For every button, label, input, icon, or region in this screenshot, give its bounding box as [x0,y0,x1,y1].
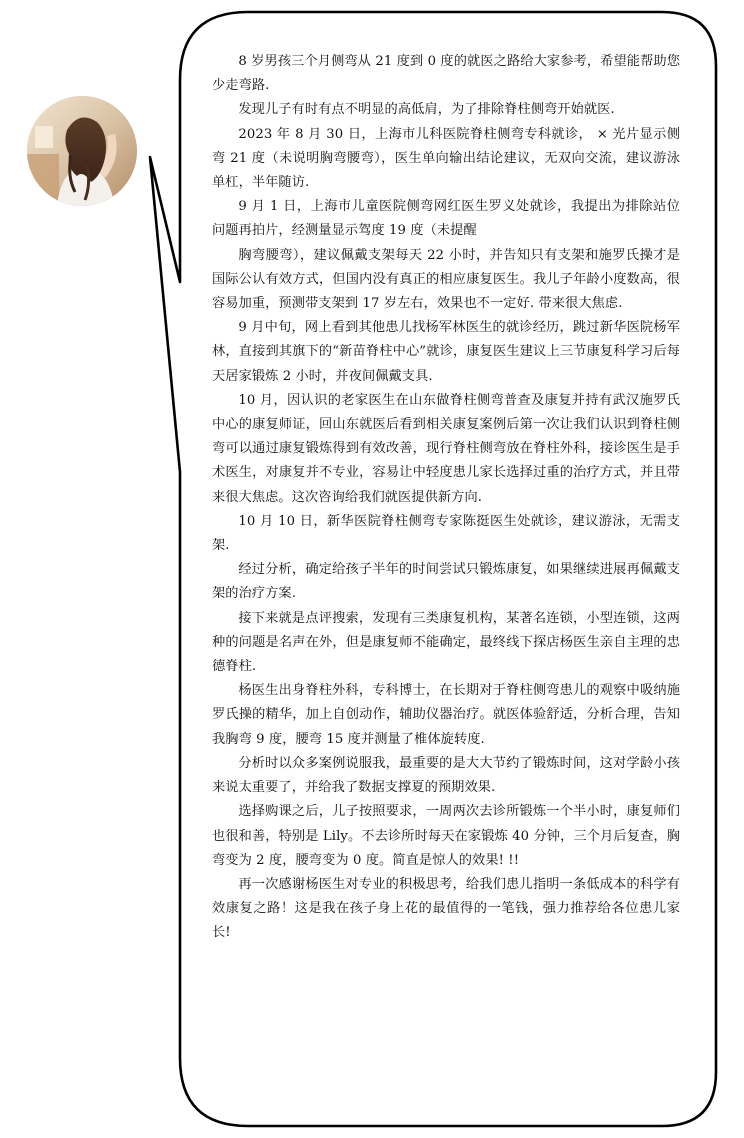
girl-portrait-avatar-icon [27,96,137,206]
paragraph: 9 月中旬，网上看到其他患儿找杨军林医生的就诊经历，跳过新华医院杨军林，直接到其旗下的“新苗脊柱中心”就诊，康复医生建议上三节康复科学习后每天居家锻炼 2 小时，并夜间佩戴支具. [212,320,680,384]
post-content [212,50,680,946]
paragraph: 10 月 10 日，新华医院脊柱侧弯专家陈挺医生处就诊，建议游泳，无需支架. [212,513,680,554]
avatar[interactable] [27,96,137,206]
paragraph: 发现儿子有时有点不明显的高低肩，为了排除脊柱侧弯开始就医. [238,102,615,118]
paragraph: 再一次感谢杨医生对专业的积极思考，给我们患儿指明一条低成本的科学有效康复之路！这是我在孩子身上花的最值得的一笔钱，强力推荐给各位患儿家长! [212,876,680,941]
paragraph: 选择购课之后，儿子按照要求，一周两次去诊所锻炼一个半小时，康复师们也很和善，特别是 Lily。不去诊所时每天在家锻炼 40 分钟，三个月后复查，胸弯变为 2 度，腰弯变为 0 度。简直是惊人的效果! !! [212,804,680,868]
paragraph: 9 月 1 日，上海市儿童医院侧弯网红医生罗义处就诊，我提出为排除站位问题再拍片，经测量显示驾度 19 度（未提醒 [212,199,680,239]
paragraph: 10 月，因认识的老家医生在山东做脊柱侧弯普查及康复并持有武汉施罗氏中心的康复师证，回山东就医后看到相关康复案例后第一次让我们认识到脊柱侧弯可以通过康复锻炼得到有效改善，现行脊柱侧弯放在脊柱外科，接诊医生是手术医生，对康复并不专业，容易让中轻度患儿家长选择过重的治疗方式，并且带来很大焦虑。这次咨询给我们就医提供新方向. [212,392,680,505]
paragraph: 分析时以众多案例说服我，最重要的是大大节约了锻炼时间，这对学龄小孩来说太重要了，并给我了数据支撑夏的预期效果. [212,755,680,796]
paragraph: 胸弯腰弯），建议佩戴支架每天 22 小时，并告知只有支架和施罗氏操才是国际公认有效方式，但国内没有真正的相应康复医生。我儿子年龄小度数高，很容易加重，预测带支架到 17 岁左右，效果也不一定好. 带来很大焦虑. [212,247,680,312]
paragraph: 经过分析，确定给孩子半年的时间尝试只锻炼康复，如果继续进展再佩戴支架的治疗方案. [212,562,680,602]
paragraph: 杨医生出身脊柱外科，专科博士，在长期对于脊柱侧弯患儿的观察中吸纳施罗氏操的精华，加上自创动作，辅助仪器治疗。就医体验舒适，分析合理，告知我胸弯 9 度，腰弯 15 度并测量了椎体旋转度. [212,683,680,747]
paragraph: 2023 年 8 月 30 日，上海市儿科医院脊柱侧弯专科就诊， × 光片显示侧弯 21 度（未说明胸弯腰弯），医生单向输出结论建议，无双向交流，建议游泳单杠，半年随访. [212,126,680,191]
paragraph: 8 岁男孩三个月侧弯从 21 度到 0 度的就医之路给大家参考，希望能帮助您少走弯路. [212,54,680,94]
paragraph: 接下来就是点评搜索，发现有三类康复机构，某著名连锁，小型连锁，这两种的问题是名声在外，但是康复师不能确定，最终线下探店杨医生亲自主理的忠德脊柱. [212,610,680,675]
